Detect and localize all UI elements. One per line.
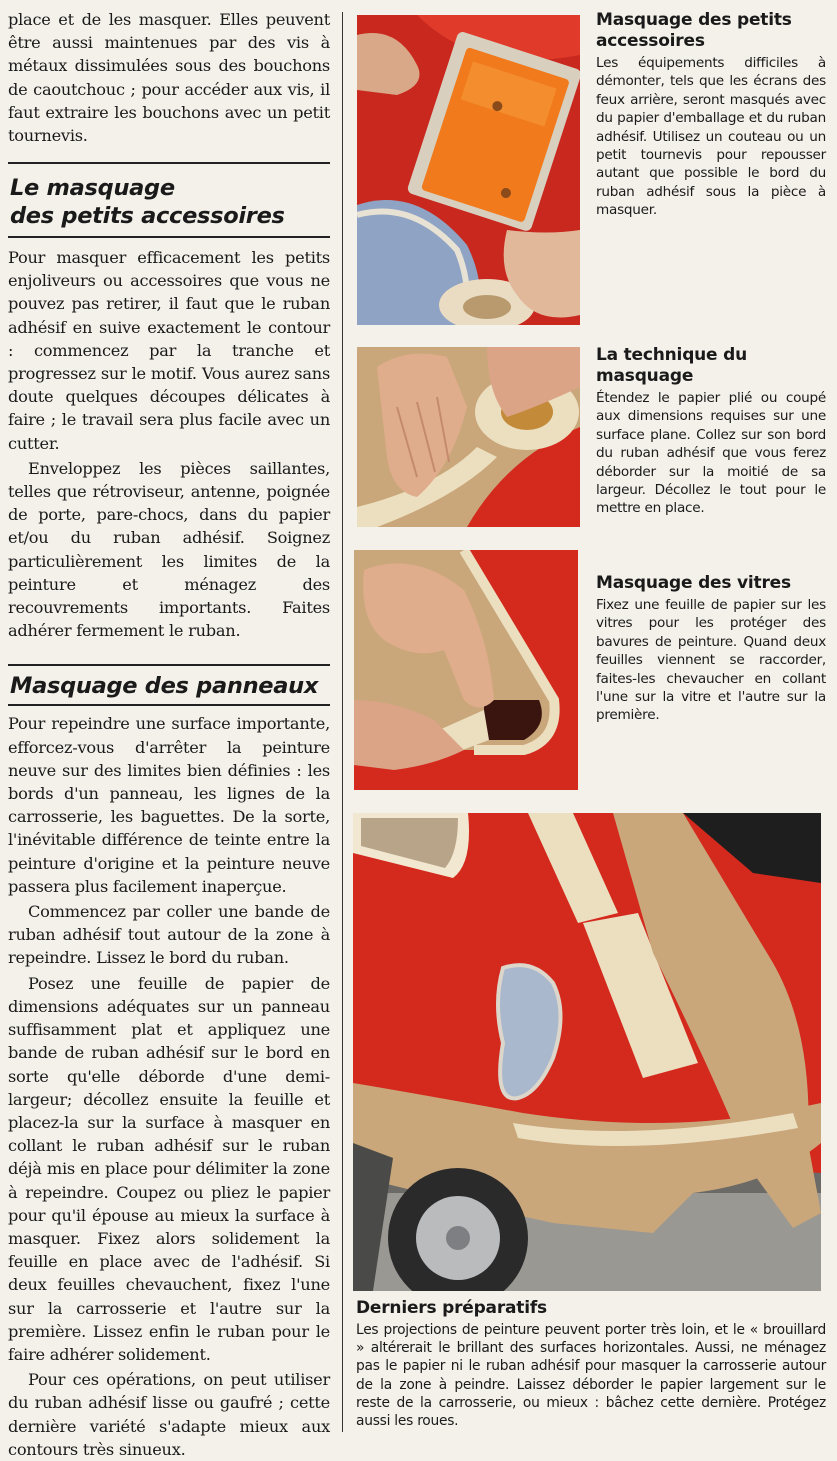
caption-text: Les équipements difficiles à démonter, tels que les écrans des feux arrière, seront masqués avec du papier d'emballage et du ruban adhésif. Utilisez un couteau ou un petit tournevis pour repousser autant que possible le bord du ruban adhésif sous la pièce à masquer. (596, 55, 826, 219)
section1-heading (8, 164, 330, 236)
section2-paragraph: Pour ces opérations, on peut utiliser du ruban adhésif lisse ou gaufré ; cette dernière variété s'adapte mieux aux contours très sinueux. (8, 1370, 330, 1459)
section2-paragraph: Commencez par coller une bande de ruban adhésif tout autour de la zone à repeindre. Lissez le bord du ruban. (8, 902, 330, 968)
window-masking-illustration (354, 550, 578, 790)
column-divider (342, 12, 343, 1432)
caption-title: Masquage des petits accessoires (596, 10, 792, 51)
caption-final-preparations (356, 1298, 826, 1430)
photo-final-preparations (353, 813, 821, 1291)
section-rule (8, 236, 330, 238)
section1-paragraph: Enveloppez les pièces saillantes, telles que rétroviseur, antenne, poignée de porte, pare-chocs, dans du papier et/ou du ruban adhésif. Soignez particulièrement les limites de la peinture et ménagez des recouvrements importants. Faites adhérer fermement le ruban. (8, 458, 330, 641)
section2-heading (8, 666, 330, 704)
caption-text: Fixez une feuille de papier sur les vitres pour les protéger des bavures de peinture. Quand deux feuilles viennent se raccorder, faites-les chevaucher en collant l'une sur la vitre et l'autre sur la première. (596, 597, 826, 724)
intro-paragraph: place et de les masquer. Elles peuvent être aussi maintenues par des vis à métaux dissimulées sous des bouchons de caoutchouc ; pour accéder aux vis, il faut extraire les bouchons avec un petit tournevis. (8, 10, 330, 146)
section2-paragraph: Pour repeindre une surface importante, efforcez-vous d'arrêter la peinture neuve sur des limites bien définies : les bords d'un panneau, les lignes de la carrosserie, les baguettes. De la sorte, l'inévitable différence de teinte entre la peinture d'origine et la peinture neuve passera plus facilement inaperçue. (8, 714, 330, 896)
photo-window-masking (354, 550, 578, 790)
caption-window-masking (596, 573, 826, 725)
section1-paragraph: Pour masquer efficacement les petits enjoliveurs ou accessoires que vous ne pouvez pas retirer, il faut que le ruban adhésif en suive exactement le contour : commencez par la tranche et progressez sur le motif. Vous aurez sans doute quelques découpes délicates à faire ; le travail sera plus facile avec un cutter. (8, 248, 330, 453)
caption-text: Les projections de peinture peuvent porter très loin, et le « brouillard » altérerait le brillant des surfaces horizontales. Aussi, ne ménagez pas le papier ni le ruban adhésif pour masquer la carrosserie autour de la zone à peindre. Laissez déborder le papier largement sur le reste de la carrosserie, ou mieux : bâchez cette dernière. Protégez aussi les roues. (356, 1322, 826, 1430)
caption-small-accessories (596, 10, 826, 220)
caption-title: Masquage des vitres (596, 573, 791, 593)
car-masked-illustration (353, 813, 821, 1291)
section1-heading-line1: Le masquage (10, 175, 175, 201)
masking-technique-illustration (357, 347, 580, 527)
section-rule (8, 704, 330, 706)
caption-title: Derniers préparatifs (356, 1298, 547, 1318)
tail-light-illustration (357, 15, 580, 325)
left-column (8, 8, 330, 1461)
photo-masking-technique (357, 347, 580, 527)
caption-text: Étendez le papier plié ou coupé aux dimensions requises sur une surface plane. Collez sur son bord du ruban adhésif que vous ferez déborder sur la moitié de sa largeur. Décollez le tout pour le mettre en place. (596, 390, 826, 517)
section2-paragraph: Posez une feuille de papier de dimensions adéquates sur un panneau suffisamment plat et appliquez une bande de ruban adhésif sur le bord en sorte qu'elle déborde d'une demi-largeur; décollez ensuite la feuille et placez-la sur la surface à masquer en collant le ruban adhésif sur le ruban déjà mis en place pour délimiter la zone à repeindre. Coupez ou pliez le papier pour qu'il épouse au mieux la surface à masquer. Fixez alors solidement la feuille en place avec de l'adhésif. Si deux feuilles chevauchent, fixez l'une sur la carrosserie et l'autre sur la première. Lissez enfin le ruban pour le faire adhérer solidement. (8, 973, 330, 1364)
section1-heading-line2: des petits accessoires (10, 203, 285, 229)
photo-tail-light-masking (357, 15, 580, 325)
caption-masking-technique (596, 345, 826, 518)
section2-heading-text: Masquage des panneaux (10, 673, 319, 700)
caption-title: La technique du masquage (596, 345, 747, 386)
